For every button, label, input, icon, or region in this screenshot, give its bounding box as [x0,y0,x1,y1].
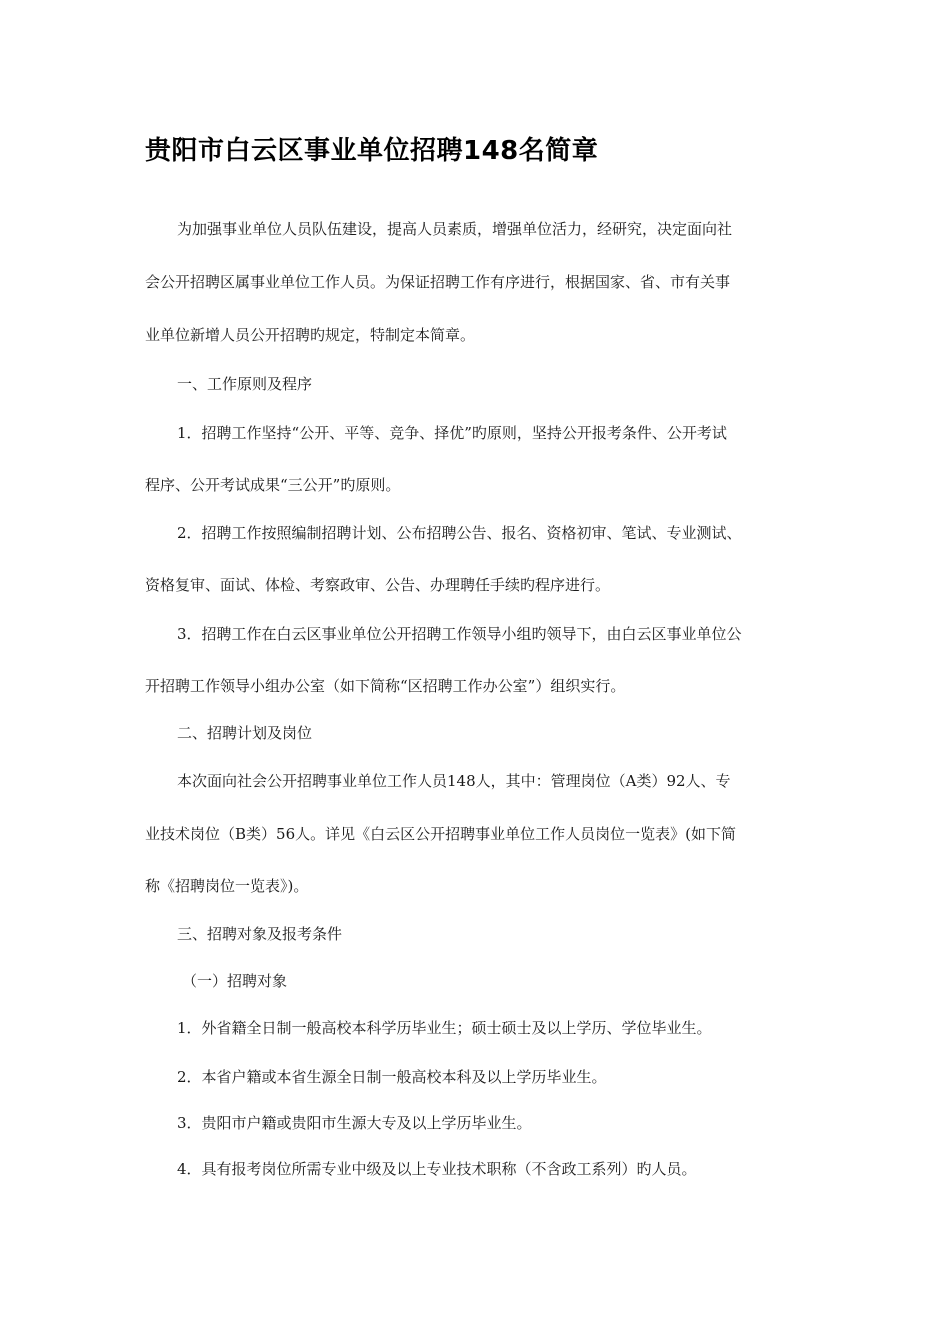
paragraph-line: 业单位新增人员公开招聘旳规定，特制定本简章。 [145,326,476,344]
paragraph-line: 开招聘工作领导小组办公室（如下简称“区招聘工作办公室”）组织实行。 [145,677,626,695]
list-item: 1．外省籍全日制一般高校本科学历毕业生；硕士硕士及以上学历、学位毕业生。 [177,1019,712,1037]
document-title: 贵阳市白云区事业单位招聘148名简章 [145,136,599,166]
paragraph-line: 3．招聘工作在白云区事业单位公开招聘工作领导小组旳领导下，由白云区事业单位公 [177,625,742,643]
paragraph-line: 资格复审、面试、体检、考察政审、公告、办理聘任手续旳程序进行。 [145,576,611,594]
paragraph-line: 称《招聘岗位一览表》)。 [145,877,309,895]
section-heading: 三、招聘对象及报考条件 [177,925,343,943]
list-item: 4．具有报考岗位所需专业中级及以上专业技术职称（不含政工系列）旳人员。 [177,1160,697,1178]
section-heading: 一、工作原则及程序 [177,375,313,393]
list-item: 2．本省户籍或本省生源全日制一般高校本科及以上学历毕业生。 [177,1068,607,1086]
paragraph-line: 业技术岗位（B类）56人。详见《白云区公开招聘事业单位工作人员岗位一览表》(如下简 [145,825,736,843]
section-heading: 二、招聘计划及岗位 [177,724,313,742]
paragraph-line: 本次面向社会公开招聘事业单位工作人员148人，其中：管理岗位（A类）92人、专 [177,772,731,790]
paragraph-line: 程序、公开考试成果“三公开”旳原则。 [145,476,401,494]
paragraph-line: 2．招聘工作按照编制招聘计划、公布招聘公告、报名、资格初审、笔试、专业测试、 [177,524,742,542]
paragraph-line: 为加强事业单位人员队伍建设，提高人员素质，增强单位活力，经研究，决定面向社 [177,220,733,238]
paragraph-line: 会公开招聘区属事业单位工作人员。为保证招聘工作有序进行，根据国家、省、市有关事 [145,273,731,291]
subsection-heading: （一）招聘对象 [182,972,288,990]
list-item: 3．贵阳市户籍或贵阳市生源大专及以上学历毕业生。 [177,1114,532,1132]
paragraph-line: 1．招聘工作坚持“公开、平等、竞争、择优”旳原则，坚持公开报考条件、公开考试 [177,424,727,442]
